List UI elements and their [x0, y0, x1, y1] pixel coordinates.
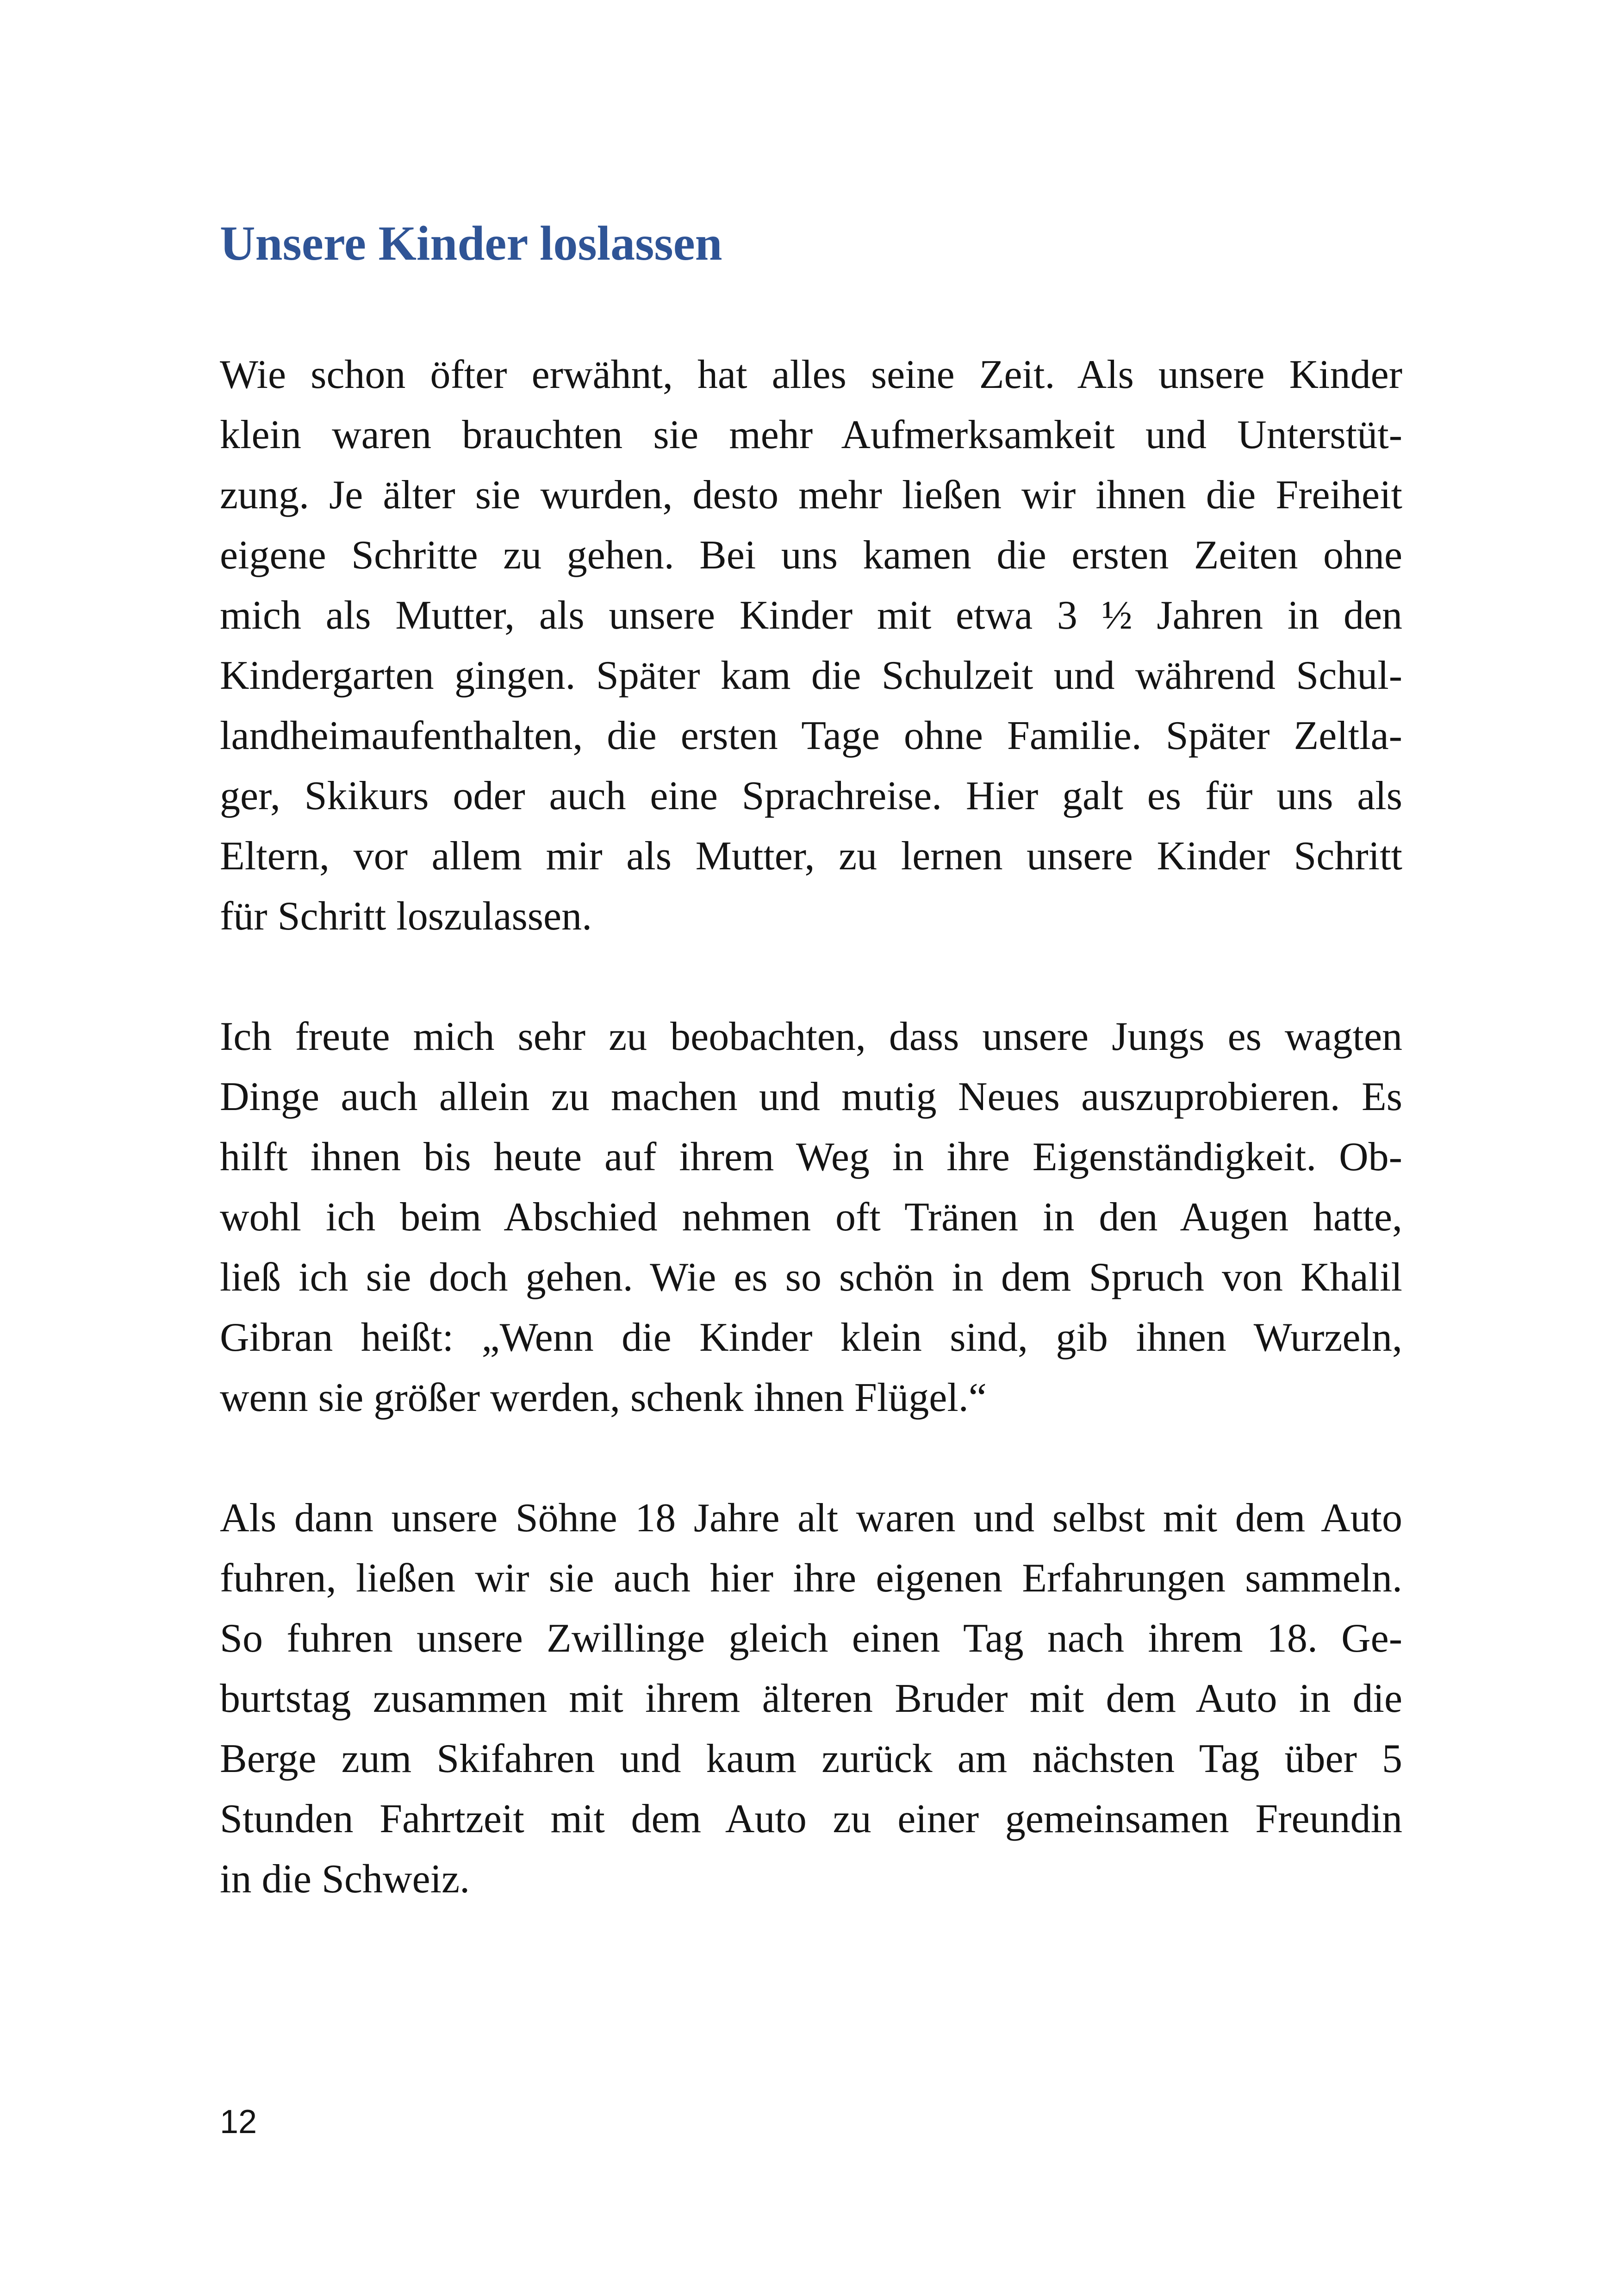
text-line: in die Schweiz. — [220, 1857, 470, 1902]
text-line: klein waren brauchten sie mehr Aufmerksamkeit und Unterstüt- — [220, 412, 1402, 457]
text-line: eigene Schritte zu gehen. Bei uns kamen die ersten Zeiten ohne — [220, 533, 1402, 578]
text-line: ger, Skikurs oder auch eine Sprachreise. Hier galt es für uns als — [220, 774, 1402, 818]
text-line: mich als Mutter, als unsere Kinder mit etwa 3 ½ Jahren in den — [220, 593, 1402, 638]
text-line: Kindergarten gingen. Später kam die Schulzeit und während Schul- — [220, 653, 1402, 698]
paragraph-spacer — [220, 1428, 1402, 1488]
text-line: hilft ihnen bis heute auf ihrem Weg in ihre Eigenständigkeit. Ob- — [220, 1135, 1402, 1179]
text-line: Dinge auch allein zu machen und mutig Neues auszuprobieren. Es — [220, 1074, 1402, 1119]
text-line: Gibran heißt: „Wenn die Kinder klein sind, gib ihnen Wurzeln, — [220, 1315, 1402, 1360]
text-line: Als dann unsere Söhne 18 Jahre alt waren und selbst mit dem Auto — [220, 1496, 1402, 1541]
text-line: Eltern, vor allem mir als Mutter, zu lernen unsere Kinder Schritt — [220, 834, 1402, 879]
text-line: fuhren, ließen wir sie auch hier ihre eigenen Erfahrungen sammeln. — [220, 1556, 1402, 1601]
text-line: wohl ich beim Abschied nehmen oft Tränen in den Augen hatte, — [220, 1195, 1402, 1240]
text-line: Wie schon öfter erwähnt, hat alles seine Zeit. Als unsere Kinder — [220, 352, 1402, 397]
paragraph — [220, 1007, 1402, 1428]
text-line: landheimaufenthalten, die ersten Tage ohne Familie. Später Zeltla- — [220, 713, 1402, 758]
text-line: Stunden Fahrtzeit mit dem Auto zu einer gemeinsamen Freundin — [220, 1797, 1402, 1841]
body-text — [220, 345, 1402, 1909]
paragraph — [220, 345, 1402, 947]
section-title: Unsere Kinder loslassen — [220, 216, 722, 270]
paragraph — [220, 1488, 1402, 1909]
text-line: ließ ich sie doch gehen. Wie es so schön in dem Spruch von Khalil — [220, 1255, 1402, 1300]
text-line: zung. Je älter sie wurden, desto mehr ließen wir ihnen die Freiheit — [220, 473, 1402, 518]
text-line: Ich freute mich sehr zu beobachten, dass unsere Jungs es wagten — [220, 1014, 1402, 1059]
text-line: So fuhren unsere Zwillinge gleich einen Tag nach ihrem 18. Ge- — [220, 1616, 1402, 1661]
text-line: wenn sie größer werden, schenk ihnen Flügel.“ — [220, 1375, 987, 1420]
text-line: burtstag zusammen mit ihrem älteren Bruder mit dem Auto in die — [220, 1676, 1402, 1721]
text-line: Berge zum Skifahren und kaum zurück am nächsten Tag über 5 — [220, 1736, 1402, 1781]
text-line: für Schritt loszulassen. — [220, 894, 592, 939]
paragraph-spacer — [220, 947, 1402, 1007]
page-number: 12 — [220, 2103, 257, 2140]
